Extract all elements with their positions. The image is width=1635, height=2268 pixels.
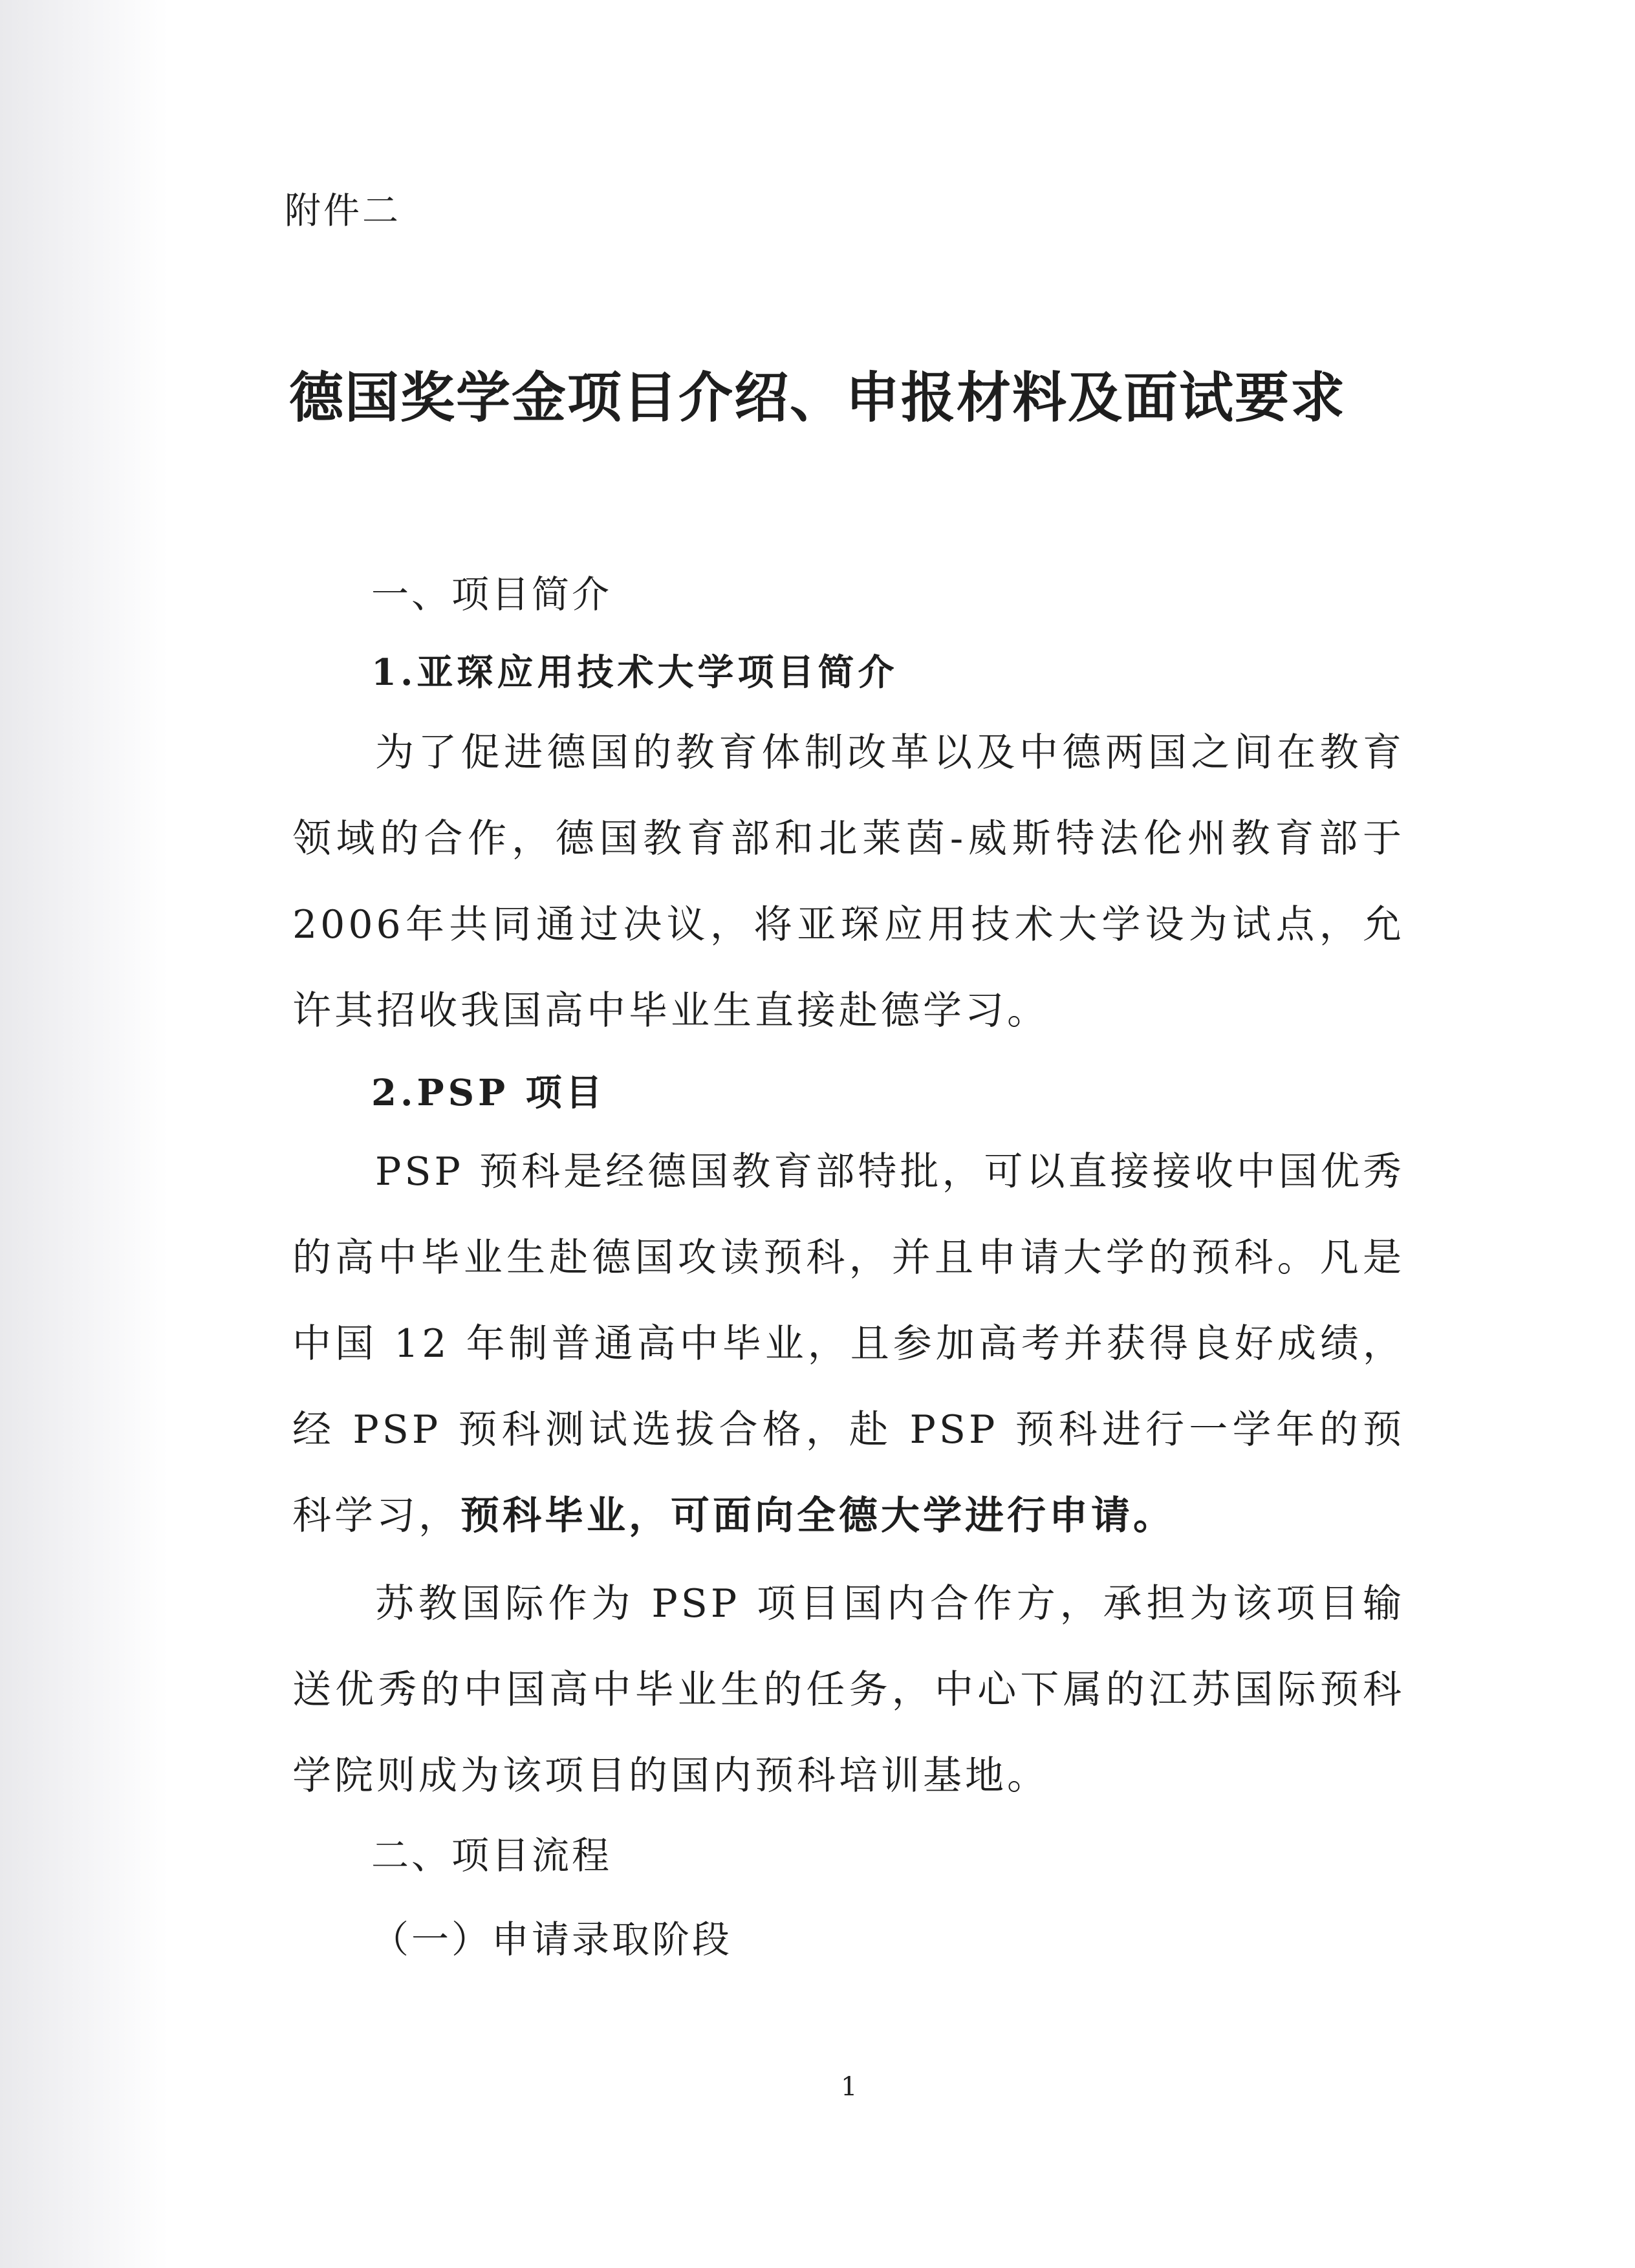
section-1-2-paragraph-2: 苏教国际作为 PSP 项目国内合作方，承担为该项目输送优秀的中国高中毕业生的任务，中心下属的江苏国际预科学院则成为该项目的国内预科培训基地。 (292, 1581, 1405, 1798)
section-1-2-paragraph (292, 1129, 1405, 1559)
document-title: 德国奖学金项目介绍、申报材料及面试要求 (288, 366, 1346, 429)
section-1-heading: 一、项目简介 (371, 572, 612, 616)
section-1-2-paragraph-emphasis: 预科毕业，可面向全德大学进行申请。 (460, 1493, 1175, 1539)
section-2-heading: 二、项目流程 (371, 1833, 612, 1877)
section-1-2-paragraph-text: PSP 预科是经德国教育部特批，可以直接接收中国优秀的高中毕业生赴德国攻读预科，并且申请大学的预科。凡是中国 12 年制普通高中毕业，且参加高考并获得良好成绩，经 PSP 预科测试选拔合格，赴 PSP 预科进行一学年的预科学习， (292, 1149, 1405, 1539)
section-1-1-heading: 1.亚琛应用技术大学项目简介 (371, 651, 898, 694)
section-1-1-paragraph: 为了促进德国的教育体制改革以及中德两国之间在教育领域的合作，德国教育部和北莱茵-威斯特法伦州教育部于2006年共同通过决议，将亚琛应用技术大学设为试点，允许其招收我国高中毕业生直接赴德学习。 (292, 730, 1405, 1033)
section-1-2-heading: 2.PSP 项目 (371, 1072, 606, 1114)
attachment-label: 附件二 (285, 190, 401, 232)
page-number: 1 (841, 2072, 858, 2102)
section-2-1-heading: （一）申请录取阶段 (371, 1917, 733, 1961)
